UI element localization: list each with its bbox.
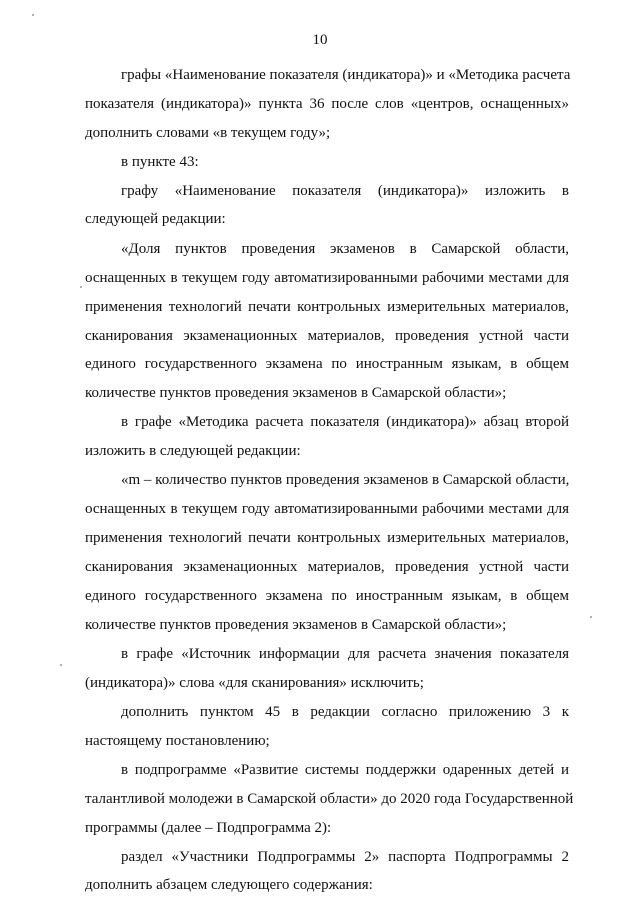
scan-speck [60, 664, 62, 666]
text-line: единого государственного экзамена по иностранным языкам, в общем [85, 356, 569, 372]
text-line: сканирования экзаменационных материалов, проведения устной части [85, 328, 569, 344]
text-line: применения технологий печати контрольных измерительных материалов, [85, 299, 569, 315]
text-line: талантливой молодежи в Самарской области» до 2020 года Государственной [85, 791, 574, 807]
text-line: применения технологий печати контрольных измерительных материалов, [85, 530, 569, 546]
text-line: дополнить словами «в текущем году»; [85, 125, 331, 141]
text-line: в графе «Источник информации для расчета значения показателя [121, 646, 569, 662]
text-line: дополнить абзацем следующего содержания: [85, 877, 373, 893]
text-line: программы (далее – Подпрограмма 2): [85, 820, 332, 836]
text-line: «m – количество пунктов проведения экзаменов в Самарской области, [121, 472, 570, 488]
text-line: раздел «Участники Подпрограммы 2» паспорта Подпрограммы 2 [121, 849, 569, 865]
text-line: количестве пунктов проведения экзаменов в Самарской области»; [85, 617, 507, 633]
scan-speck [590, 616, 592, 618]
text-line: графы «Наименование показателя (индикатора)» и «Методика расчета [121, 67, 571, 83]
text-line: сканирования экзаменационных материалов, проведения устной части [85, 559, 569, 575]
scan-speck [32, 14, 34, 16]
text-line: следующей редакции: [85, 211, 226, 227]
text-line: настоящему постановлению; [85, 733, 270, 749]
text-line: количестве пунктов проведения экзаменов в Самарской области»; [85, 385, 507, 401]
text-line: оснащенных в текущем году автоматизированными рабочими местами для [85, 501, 569, 517]
text-line: дополнить пунктом 45 в редакции согласно приложению 3 к [121, 704, 569, 720]
text-line: графу «Наименование показателя (индикатора)» изложить в [121, 183, 569, 199]
text-line: показателя (индикатора)» пункта 36 после слов «центров, оснащенных» [85, 96, 569, 112]
text-line: оснащенных в текущем году автоматизированными рабочими местами для [85, 270, 569, 286]
text-line: в подпрограмме «Развитие системы поддержки одаренных детей и [121, 762, 569, 778]
text-line: единого государственного экзамена по иностранным языкам, в общем [85, 588, 569, 604]
text-line: (индикатора)» слова «для сканирования» исключить; [85, 675, 424, 691]
text-line: в пункте 43: [121, 154, 199, 170]
text-line: изложить в следующей редакции: [85, 443, 301, 459]
text-line: «Доля пунктов проведения экзаменов в Самарской области, [121, 241, 569, 257]
scan-speck [80, 286, 82, 288]
page-number: 10 [312, 32, 328, 48]
text-line: в графе «Методика расчета показателя (индикатора)» абзац второй [121, 414, 569, 430]
